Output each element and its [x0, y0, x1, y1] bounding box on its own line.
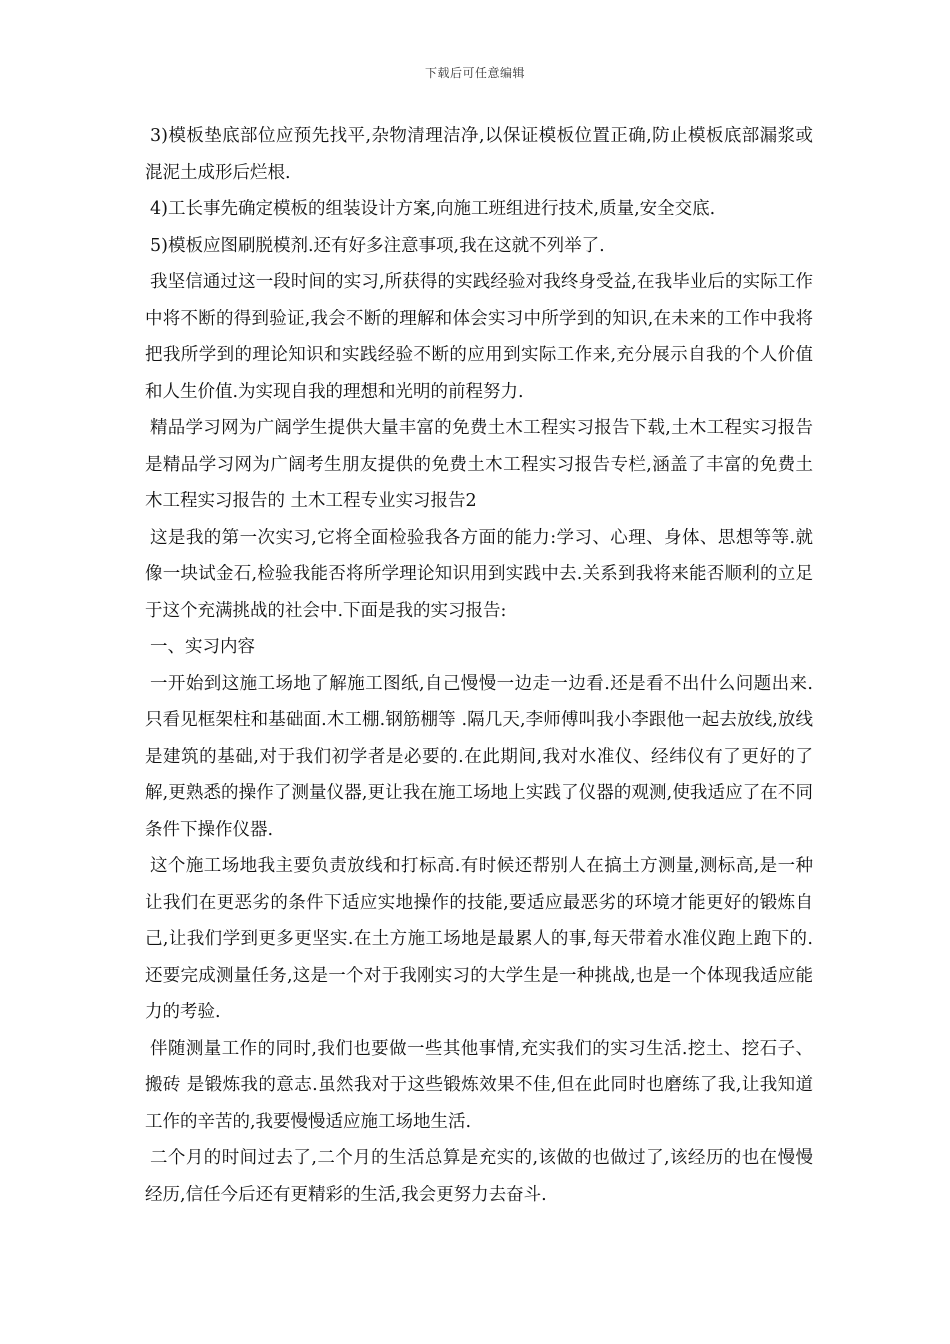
paragraph: 3)模板垫底部位应预先找平,杂物清理洁净,以保证模板位置正确,防止模板底部漏浆或混泥土成形后烂根. — [145, 126, 813, 183]
paragraph: 这个施工场地我主要负责放线和打标高.有时候还帮别人在搞土方测量,测标高,是一种让我们在更恶劣的条件下适应实地操作的技能,要适应最恶劣的环境才能更好的锻炼自己,让我们学到更多更坚实.在土方施工场地是最累人的事,每天带着水准仪跑上跑下的.还要完成测量任务,这是一个对于我刚实习的大学生是一种挑战,也是一个体现我适应能力的考验. — [145, 856, 813, 1022]
paragraph: 一开始到这施工场地了解施工图纸,自己慢慢一边走一边看.还是看不出什么问题出来.只看见框架柱和基础面.木工棚.钢筋棚等 .隔几天,李师傅叫我小李跟他一起去放线,放线是建筑的基础,对于我们初学者是必要的.在此期间,我对水准仪、经纬仪有了更好的了解,更熟悉的操作了测量仪器,更让我在施工场地上实践了仪器的观测,使我适应了在不同条件下操作仪器. — [145, 673, 813, 840]
paragraph: 二个月的时间过去了,二个月的生活总算是充实的,该做的也做过了,该经历的也在慢慢经历,信任今后还有更精彩的生活,我会更努力去奋斗. — [145, 1148, 813, 1205]
paragraph: 伴随测量工作的同时,我们也要做一些其他事情,充实我们的实习生活.挖土、挖石子、搬砖 是锻炼我的意志.虽然我对于这些锻炼效果不佳,但在此同时也磨练了我,让我知道工作的辛苦的,我要慢慢适应施工场地生活. — [145, 1038, 813, 1132]
paragraph: 5)模板应图刷脱模剂.还有好多注意事项,我在这就不列举了. — [150, 235, 605, 256]
section-heading: 一、实习内容 — [150, 637, 255, 657]
paragraph: 4)工长事先确定模板的组装设计方案,向施工班组进行技术,质量,安全交底. — [150, 199, 716, 219]
paragraph: 精品学习网为广阔学生提供大量丰富的免费土木工程实习报告下载,土木工程实习报告是精品学习网为广阔考生朋友提供的免费土木工程实习报告专栏,涵盖了丰富的免费土木工程实习报告的 土木工程专业实习报告2 — [145, 418, 813, 511]
paragraph: 这是我的第一次实习,它将全面检验我各方面的能力:学习、心理、身体、思想等等.就像一块试金石,检验我能否将所学理论知识用到实践中去.关系到我将来能否顺利的立足于这个充满挑战的社会中.下面是我的实习报告: — [145, 527, 813, 621]
page-header: 下载后可任意编辑 — [424, 66, 525, 80]
document-body — [145, 118, 813, 1213]
paragraph: 我坚信通过这一段时间的实习,所获得的实践经验对我终身受益,在我毕业后的实际工作中将不断的得到验证,我会不断的理解和体会实习中所学到的知识,在未来的工作中我将把我所学到的理论知识和实践经验不断的应用到实际工作来,充分展示自我的个人价值和人生价值.为实现自我的理想和光明的前程努力. — [145, 272, 813, 402]
